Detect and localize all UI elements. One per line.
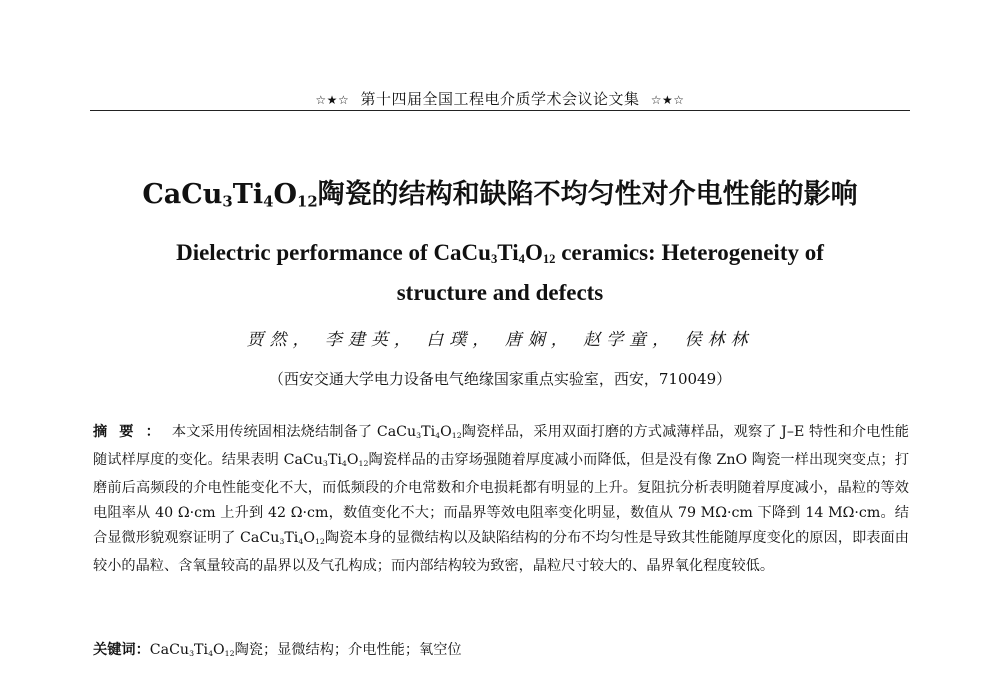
title-en-line2: structure and defects	[396, 280, 604, 306]
title-cn-text: 陶瓷的结构和缺陷不均匀性对介电性能的影响	[317, 179, 858, 210]
author-name: 唐娴，	[504, 330, 574, 350]
title-cn-formula: $CaCu_3Ti_4O_{12}$	[142, 179, 318, 211]
formula: $CaCu_3Ti_4O_{12}$	[149, 642, 235, 658]
journal-name: 第十四届全国工程电介质学术会议论文集	[360, 90, 640, 108]
abstract: 摘要：本文采用传统固相法烧结制备了 $CaCu_3Ti_4O_{12}$陶瓷样品，采用双面打磨的方式减薄样品，观察了 J–E 特性和介电性能随试样厚度的变化。结果表明 $CaCu_3Ti_4O_{12}$陶瓷样品的击穿场强随着厚度减小而降低，但是没有像 ZnO 陶瓷一样出现突变点；打磨前后高频段的介电性能变化不大，而低频段的介电常数和介电损耗都有明显的上升。复阻抗分析表明随着厚度减小，晶粒的等效电阻率从 40 Ω·cm 上升到 42 Ω·cm，数值变化不大；而晶界等效电阻率变化明显，数值从 79 MΩ·cm 下降到 14 MΩ·cm。结合显微形貌观察证明了 $CaCu_3Ti_4O_{12}$陶瓷本身的显微结构以及缺陷结构的分布不均匀性是导致其性能随厚度变化的原因，即表面由较小的晶粒、含氧量较高的晶界以及气孔构成；而内部结构较为致密，晶粒尺寸较大的、晶界氧化程度较低。	[93, 424, 910, 574]
author-list	[0, 325, 1000, 350]
title-chinese	[0, 172, 1000, 211]
author-name: 贾然，	[246, 330, 316, 350]
title-english	[0, 236, 1000, 309]
keywords	[93, 638, 909, 666]
keywords-text: 陶瓷；显微结构；介电性能；氧空位	[234, 642, 462, 658]
title-en-line1: Dielectric performance of $CaCu_3Ti_4O_{12}$ ceramics: Heterogeneity of	[176, 240, 824, 267]
header-stars-left: ☆★☆	[315, 93, 350, 107]
keywords-label: 关键词：	[93, 642, 150, 658]
formula: $CaCu_3Ti_4O_{12}$	[283, 451, 369, 468]
abstract-label: 摘要：	[93, 424, 172, 440]
running-header	[0, 88, 1000, 109]
header-rule	[90, 110, 910, 111]
author-name: 白璞，	[426, 330, 496, 350]
header-stars-right: ☆★☆	[650, 93, 685, 107]
author-name: 侯林林	[684, 330, 754, 350]
author-name: 赵学童，	[583, 330, 676, 350]
formula: $CaCu_3Ti_4O_{12}$	[240, 529, 325, 546]
affiliation: （西安交通大学电力设备电气绝缘国家重点实验室，西安，710049）	[268, 370, 732, 388]
formula: $CaCu_3Ti_4O_{12}$	[376, 424, 462, 440]
author-name: 李建英，	[324, 330, 417, 350]
